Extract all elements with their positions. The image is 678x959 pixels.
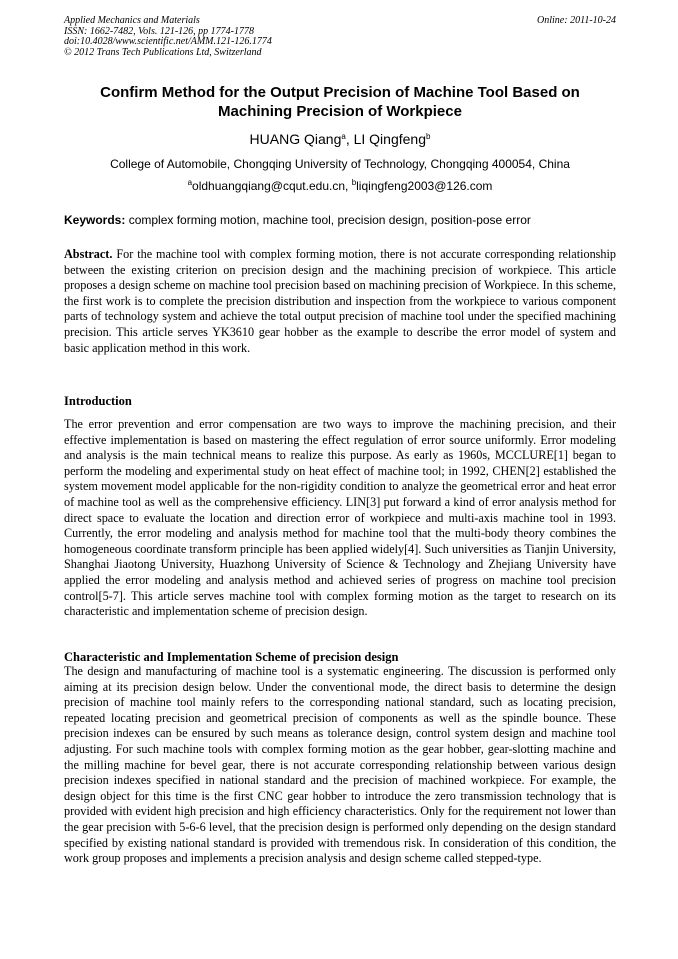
author-separator: , bbox=[345, 131, 354, 147]
online-date: Online: 2011-10-24 bbox=[537, 15, 616, 26]
email-2: liqingfeng2003@126.com bbox=[356, 179, 493, 193]
introduction-paragraph: The error prevention and error compensation are two ways to improve the machining precision, and their effective implementation is based on mastering the effect regulation of error source uniformly. Error modeling and analysis is the main technical means to realize this purpose. As early as 1960s, MCCLURE[1] began to perform the modeling and experimental study on heat effect of machine tool; in 1992, CHEN[2] established the system movement model applicable for the non-rigidity condition to analyze the geometrical error and heat error of machine tool as well as the comprehensive efficiency. LIN[3] put forward a kind of error analysis method for direct space to evaluate the location and direction error of workpiece and multi-axis machine tool in 1993. Currently, the error modeling and analysis method for machine tool that the multi-body theory combines the homogeneous coordinate transform principle has been applied widely[4]. Such universities as Tianjin University, Shanghai Jiaotong University, Huazhong University of Science & Technology and Zhejiang University have applied the error modeling and analysis method and achieved series of progress on machine tool precision control[5-7]. This article serves machine tool with complex forming motion as the target to research on its characteristic and implementation scheme of precision design. bbox=[64, 417, 616, 619]
affiliation: College of Automobile, Chongqing University of Technology, Chongqing 400054, China bbox=[110, 157, 570, 171]
characteristic-paragraph: The design and manufacturing of machine tool is a systematic engineering. The discussion is performed only aiming at its precision design below. Under the conventional mode, the direct basis to determine the design precision of machine tool mainly refers to the corresponding national standard, such as locating precision, repeated locating precision and geometrical precision of components as well as the spindle bounce. These precision indexes can be ensured by such means as tolerance design, control system design and machine tool adjusting. For such machine tools with complex forming motion as the gear hobber, gear-slotting machine and the milling machine for bevel gear, there is not accurate corresponding relationship between various design precision indexes specified in national standard and the precision of machined workpiece. For example, the design object for this time is the first CNC gear hobber to introduce the zero transmission technology that is provided with evident high precision and high efficiency characteristics. Only for the requirement not lower than the gear precision with 5-6-6 level, that the precision design is performed only depending on the design standard specified by existing national standard is provided with tremendous risk. In consideration of this condition, the work group proposes and implements a precision analysis and design scheme called stepped-type. bbox=[64, 664, 616, 866]
author-2-marker: b bbox=[425, 132, 431, 141]
characteristic-heading: Characteristic and Implementation Scheme of precision design bbox=[64, 650, 399, 664]
doi-line: doi:10.4028/www.scientific.net/AMM.121-126.1774 bbox=[64, 36, 272, 47]
email-1: oldhuangqiang@cqut.edu.cn bbox=[192, 179, 346, 193]
keywords-text: complex forming motion, machine tool, precision design, position-pose error bbox=[125, 213, 531, 227]
paper-title: Confirm Method for the Output Precision of Machine Tool Based on Machining Precision of Workpiece bbox=[100, 84, 580, 120]
introduction-heading: Introduction bbox=[64, 394, 132, 408]
email-line bbox=[64, 179, 616, 193]
email-1-marker: a bbox=[187, 178, 193, 187]
abstract-text: For the machine tool with complex forming motion, there is not accurate corresponding relationship between the existing criterion on precision design and the machining precision of workpiece. This article proposes a design scheme on machine tool precision based on machining precision of Workpiece. In this scheme, the first work is to complete the precision distribution and inspection from the workpiece to various component parts of technology system and achieve the total output precision of machine tool under the specified machining precision. This article serves YK3610 gear hobber as the example to describe the error model of system and basic application method in this work. bbox=[64, 247, 616, 355]
author-line bbox=[64, 131, 616, 147]
journal-name: Applied Mechanics and Materials bbox=[64, 15, 200, 26]
author-2: LI Qingfeng bbox=[353, 131, 426, 147]
author-1: HUANG Qiang bbox=[249, 131, 342, 147]
keywords bbox=[64, 213, 616, 227]
issn-line: ISSN: 1662-7482, Vols. 121-126, pp 1774-1778 bbox=[64, 25, 254, 37]
author-1-marker: a bbox=[341, 132, 346, 141]
abstract-label: Abstract. bbox=[64, 247, 113, 261]
email-2-marker: b bbox=[351, 178, 357, 187]
abstract-paragraph bbox=[64, 247, 616, 356]
email-separator: , bbox=[345, 179, 352, 193]
journal-header bbox=[64, 16, 616, 58]
copyright-line: © 2012 Trans Tech Publications Ltd, Switzerland bbox=[64, 46, 262, 58]
keywords-label: Keywords: bbox=[64, 213, 126, 227]
